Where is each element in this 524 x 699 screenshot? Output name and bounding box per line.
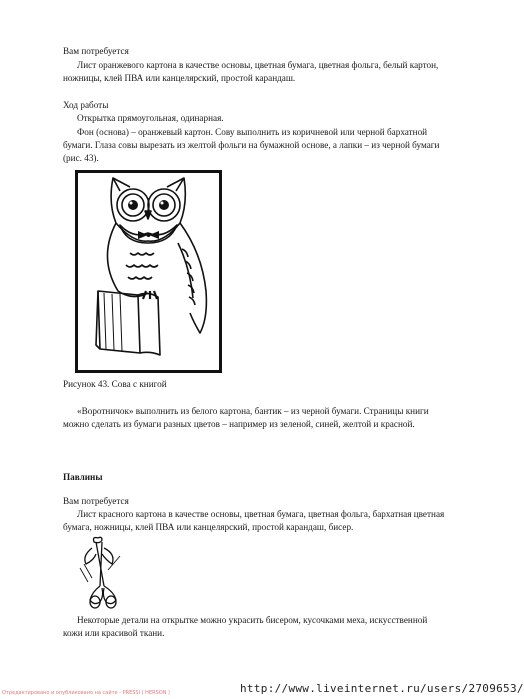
work-paragraph: Фон (основа) – оранжевый картон. Сову выполнить из коричневой или черной бархатной бумаги. Глаза совы вырезать из желтой фольги на бумажной основе, а лапки – из черной бумаги (рис. 43). (63, 127, 440, 163)
owl-with-book-drawing (78, 173, 219, 370)
section-title-peacocks: Павлины (63, 472, 103, 482)
collar-paragraph: «Воротничок» выполнить из белого картона, бантик – из черной бумаги. Страницы книги можно сделать из бумаги разных цветов – например из зеленой, синей, желтой и красной. (63, 406, 429, 429)
materials-paragraph: Лист оранжевого картона в качестве основы, цветная бумага, цветная фольга, белый картон, ножницы, клей ПВА или канцелярский, простой карандаш. (63, 60, 439, 83)
source-url[interactable]: http://www.liveinternet.ru/users/2709653/ (240, 682, 524, 695)
owl-illustration (75, 170, 222, 373)
need-title: Вам потребуется (63, 46, 129, 56)
card-type-line: Открытка прямоугольная, одинарная. (77, 113, 224, 123)
work-title: Ход работы (63, 100, 109, 110)
scissors-icon (74, 534, 130, 614)
decoration-paragraph: Некоторые детали на открытке можно украсить бисером, кусочками меха, искусственной кожи или красивой ткани. (63, 615, 428, 638)
watermark-text: Отредактировано и опубликовано на сайте - PRESSI ( HERSON ) (2, 690, 170, 696)
scissors-and-pencil-illustration (74, 534, 130, 614)
need-title-peacocks: Вам потребуется (63, 496, 129, 506)
figure-caption: Рисунок 43. Сова с книгой (63, 379, 167, 389)
materials-paragraph-peacocks: Лист красного картона в качестве основы, цветная бумага, цветная фольга, бархатная цветная бумага, ножницы, клей ПВА или канцелярский, простой карандаш, бисер. (63, 509, 445, 532)
